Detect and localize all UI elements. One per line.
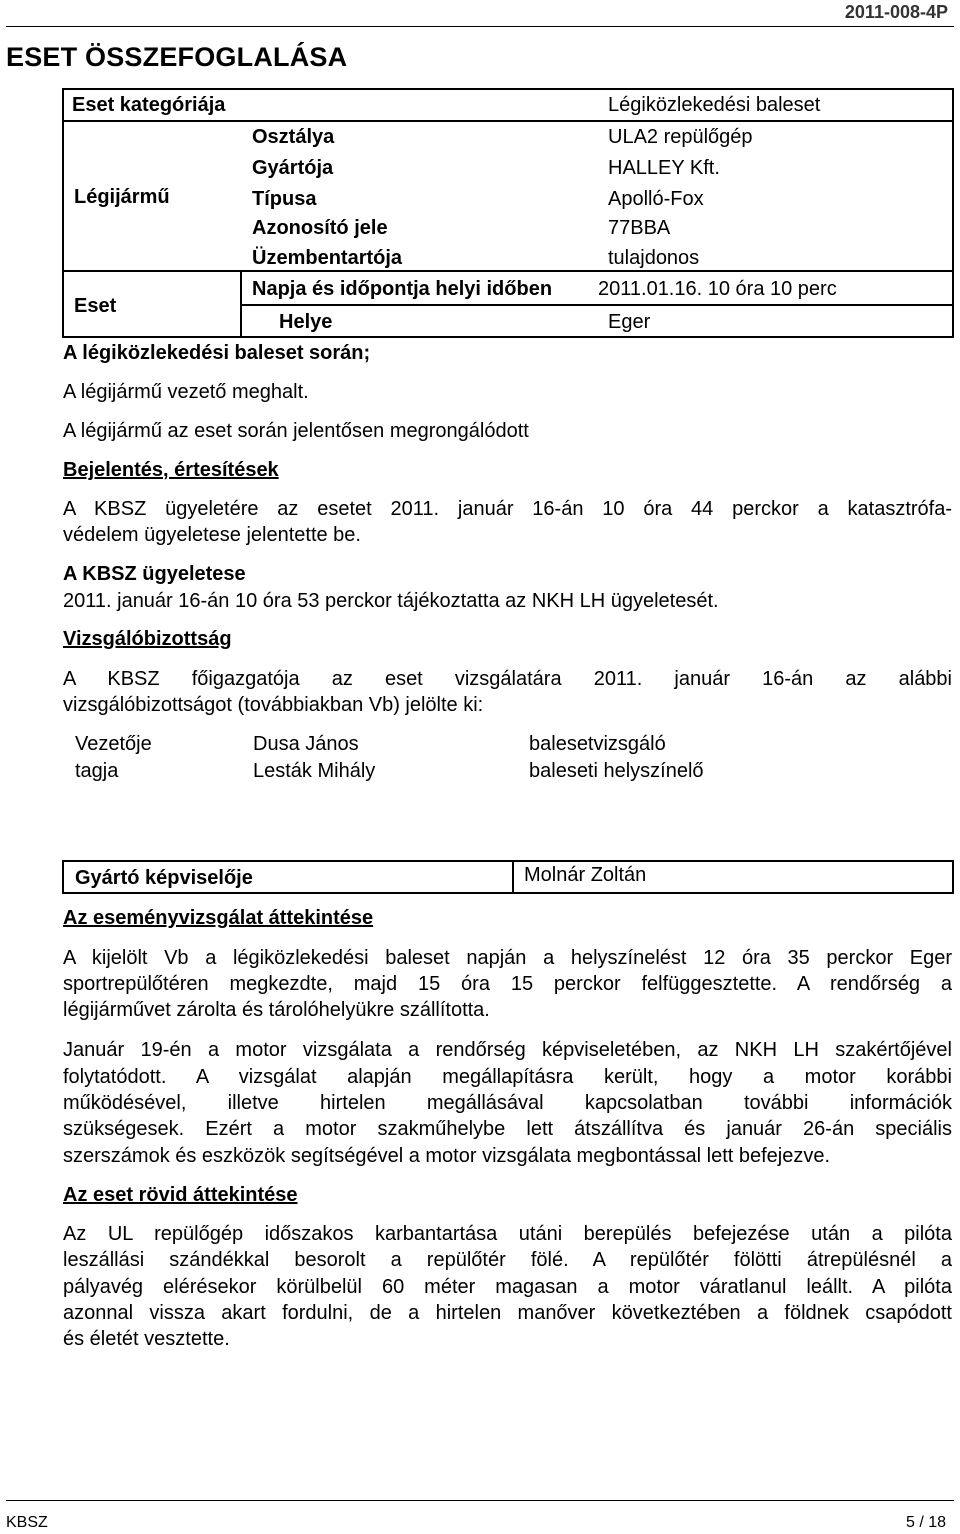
category-label: Eset kategóriája <box>72 94 226 116</box>
overview-heading: Az eseményvizsgálat áttekintése <box>63 907 374 929</box>
outcome-aircraft: A légijármű az eset során jelentősen megrongálódott <box>63 420 529 442</box>
aircraft-section-border <box>62 120 954 272</box>
brief-line: azonnal vissza akart fordulni, de a hirtelen manőver következtében a földnek csapódott <box>63 1302 952 1324</box>
page-title: ESET ÖSSZEFOGLALÁSA <box>6 42 348 72</box>
overview-p1-line: légijárművet zárolta és tárolóhelyükre szállította. <box>63 999 490 1021</box>
summary-table <box>62 88 954 338</box>
manufacturer-label: Gyártója <box>252 157 334 179</box>
reports-line-2: védelem ügyeletese jelentette be. <box>63 524 361 546</box>
brief-line: és életét vesztette. <box>63 1328 230 1350</box>
member-name: Dusa János <box>253 733 359 755</box>
committee-heading: Vizsgálóbizottság <box>63 628 232 650</box>
category-value: Légiközlekedési baleset <box>608 94 821 116</box>
operator-value: tulajdonos <box>608 247 700 269</box>
class-label: Osztálya <box>252 126 335 148</box>
manufacturer-rep-value: Molnár Zoltán <box>524 864 647 886</box>
operator-label: Üzembentartója <box>252 247 403 269</box>
member-title: baleseti helyszínelő <box>529 760 704 782</box>
duty-text: 2011. január 16-án 10 óra 53 perckor tájékoztatta az NKH LH ügyeletesét. <box>63 590 719 612</box>
class-value: ULA2 repülőgép <box>608 126 753 148</box>
type-label: Típusa <box>252 188 317 210</box>
overview-p2-line: működésével, illetve hirtelen megállásával kapcsolatban további információk <box>63 1092 952 1114</box>
datetime-label: Napja és időpontja helyi időben <box>252 278 553 300</box>
manufacturer-rep-label: Gyártó képviselője <box>75 867 253 889</box>
page-number: 5 / 18 <box>905 1514 946 1531</box>
overview-p1-line: A kijelölt Vb a légiközlekedési baleset napján a helyszínelést 12 óra 35 perckor Eger <box>63 947 952 969</box>
overview-p2-line: Január 19-én a motor vizsgálata a rendőrség képviseletében, az NKH LH szakértőjével <box>63 1039 952 1061</box>
place-row-border <box>240 304 954 338</box>
datetime-value: 2011.01.16. 10 óra 10 perc <box>598 278 837 300</box>
reports-line-1: A KBSZ ügyeletére az esetet 2011. január 16-án 10 óra 44 perckor a katasztrófa- <box>63 498 952 520</box>
member-title: balesetvizsgáló <box>529 733 666 755</box>
overview-p2-line: folytatódott. A vizsgálat alapján megállapításra került, hogy a motor korábbi <box>63 1066 952 1088</box>
registration-label: Azonosító jele <box>252 217 388 239</box>
registration-value: 77BBA <box>608 217 671 239</box>
manufacturer-value: HALLEY Kft. <box>608 157 720 179</box>
during-heading: A légiközlekedési baleset során; <box>63 342 371 364</box>
event-label: Eset <box>74 295 117 317</box>
committee-line-2: vizsgálóbizottságot (továbbiakban Vb) jelölte ki: <box>63 694 484 716</box>
brief-line: leszállási szándékkal besorolt a repülőtér fölé. A repülőtér fölötti átrepülésnél a <box>63 1249 952 1271</box>
brief-line: Az UL repülőgép időszakos karbantartása utáni berepülés befejezése után a pilóta <box>63 1223 952 1245</box>
footer-org: KBSZ <box>6 1514 48 1531</box>
type-value: Apolló-Fox <box>608 188 704 210</box>
document-id: 2011-008-4P <box>844 2 948 22</box>
member-role: tagja <box>75 760 119 782</box>
member-name: Lesták Mihály <box>253 760 376 782</box>
overview-p2-line: szükségesek. Ezért a motor szakműhelybe lett átszállítva és január 26-án speciális <box>63 1118 952 1140</box>
footer-rule <box>6 1500 954 1501</box>
reports-heading: Bejelentés, értesítések <box>63 459 279 481</box>
place-label: Helye <box>279 311 333 333</box>
brief-line: pályavég elérésekor körülbelül 60 méter magasan a motor váratlanul leállt. A pilóta <box>63 1276 952 1298</box>
aircraft-label: Légijármű <box>74 186 170 208</box>
overview-p1-line: sportrepülőtéren megkezdte, majd 15 óra 15 perckor felfüggesztette. A rendőrség a <box>63 973 952 995</box>
header-rule <box>6 26 954 27</box>
outcome-pilot: A légijármű vezető meghalt. <box>63 381 309 403</box>
place-value: Eger <box>608 311 651 333</box>
brief-heading: Az eset rövid áttekintése <box>63 1184 298 1206</box>
member-role: Vezetője <box>75 733 152 755</box>
committee-line-1: A KBSZ főigazgatója az eset vizsgálatára 2011. január 16-án az alábbi <box>63 668 952 690</box>
duty-heading: A KBSZ ügyeletese <box>63 563 246 585</box>
overview-p2-line: szerszámok és eszközök segítségével a motor vizsgálata megbontással lett befejezve. <box>63 1145 831 1167</box>
